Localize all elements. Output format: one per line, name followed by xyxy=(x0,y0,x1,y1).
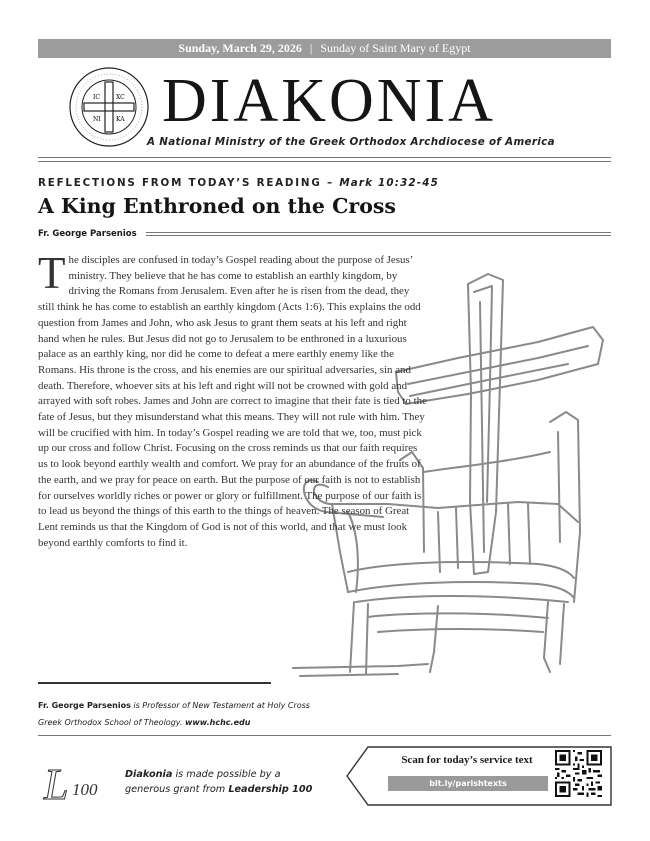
logo-letter: L xyxy=(44,760,69,805)
service-text-link[interactable]: bit.ly/parishtexts xyxy=(388,776,548,791)
header-rule-top xyxy=(38,157,611,158)
sponsor-org: Leadership 100 xyxy=(228,784,313,795)
seal-xc: XC xyxy=(116,94,125,101)
sponsor-text-1: is made possible by a xyxy=(172,769,281,780)
date-bar xyxy=(38,39,611,58)
article-title: A King Enthroned on the Cross xyxy=(38,194,396,218)
sponsor-name: Diakonia xyxy=(125,769,173,780)
leadership-100-logo-icon xyxy=(42,757,118,805)
sponsor-note xyxy=(125,767,312,797)
tagline: A National Ministry of the Greek Orthodox Archdiocese of America xyxy=(147,136,555,148)
kicker-text: REFLECTIONS FROM TODAY’S READING – xyxy=(38,177,334,189)
bio-text: is Professor of New Testament at Holy Cross Greek Orthodox School of Theology. xyxy=(38,701,310,727)
author-bio xyxy=(38,698,328,731)
scan-label: Scan for today’s service text xyxy=(401,754,533,766)
date-separator: | xyxy=(309,41,313,55)
header-rule-bottom xyxy=(38,161,611,162)
bio-rule xyxy=(38,682,271,684)
author-rule-bottom xyxy=(146,235,611,236)
seal-ka: KA xyxy=(116,116,125,123)
archdiocese-seal-icon xyxy=(68,66,150,148)
footer-rule xyxy=(38,735,611,736)
section-kicker xyxy=(38,177,439,189)
bio-name: Fr. George Parsenios xyxy=(38,701,131,710)
seal-ni: NI xyxy=(93,116,101,123)
brand-title: DIAKONIA xyxy=(162,67,496,135)
seal-ic: IC xyxy=(93,94,100,101)
reading-reference: Mark 10:32-45 xyxy=(339,177,439,189)
bio-url[interactable]: www.hchc.edu xyxy=(184,717,251,727)
author-rule-top xyxy=(146,232,611,233)
qr-code-icon[interactable] xyxy=(555,750,602,797)
feast-name: Sunday of Saint Mary of Egypt xyxy=(320,41,471,55)
sponsor-text-2: generous grant from xyxy=(125,784,229,795)
article-body xyxy=(38,248,428,551)
drop-cap: T xyxy=(38,248,66,298)
logo-number: 100 xyxy=(72,780,98,799)
article-body-text: he disciples are confused in today’s Gospel reading about the purpose of Jesus’ ministry. They believe that he has come to establish an earthly kingdom, by driving the Romans from Jerusalem. Even after he is risen from the dead, they still think he has come to establish an earthly kingdom (Acts 1:6). This explains the odd question from James and John, who ask Jesus to grant them seats at his left and right hand when he rules. But Jesus did not go to Jerusalem to be enthroned in a luxurious palace as an earthly king, nor did he come to defeat a mere earthly enemy like the Romans. His throne is the cross, and his enemies are our spiritual adversaries, sin and death. Therefore, whoever sits at his left and right will not be crowned with gold and arrayed with soft robes. James and John are correct to imagine that their fate is tied to the fate of Jesus, but they misunderstand what this means. They will not rule with him. They will be crucified with him. In today’s Gospel reading we are told that we, too, must pick up our cross and follow Christ. Focusing on the cross reminds us that our faith requires us to look beyond earthly wealth and comfort. We pray for an abundance of the fruits of the earth, and we pray for peace on earth. But the purpose of our faith is not to establish for ourselves worldly riches or power or glory or fulfillment. The purpose of our faith is to lead us beyond the things of this earth to the things of heaven. The season of Great Lent reminds us that the Kingdom of God is not of this world, and that we must look beyond earthly comforts to find it. xyxy=(38,254,427,549)
article-author: Fr. George Parsenios xyxy=(38,229,137,239)
date: Sunday, March 29, 2026 xyxy=(178,41,302,55)
